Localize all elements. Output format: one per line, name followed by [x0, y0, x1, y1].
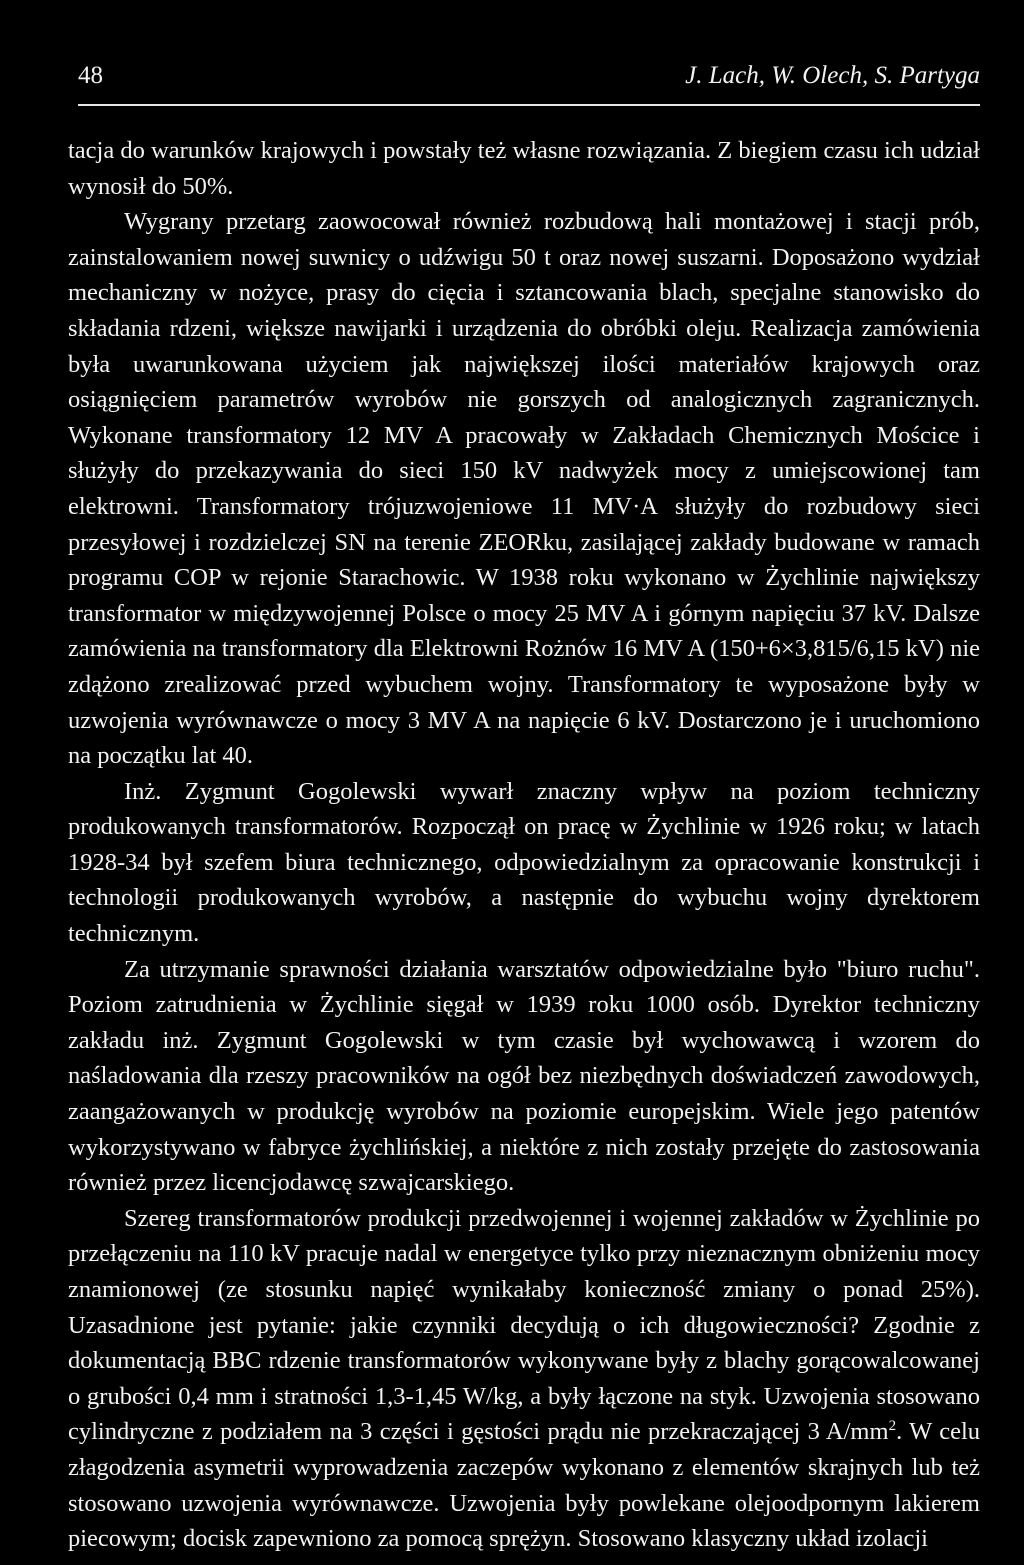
paragraph-5-part-2: . W celu złagodzenia asymetrii wyprowadzenia zaczepów wykonano z elementów skrajnych lub też stosowano uzwojenia wyrównawcze. Uzwojenia były powlekane olejoodpornym lakierem piecowym; docisk zapewniono za pomocą sprężyn. Stosowano klasyczny układ izolacji: [68, 1418, 981, 1553]
header-rule: [78, 104, 980, 106]
paragraph-5-part-1: Szereg transformatorów produkcji przedwojennej i wojennej zakładów w Żychlinie po przełączeniu na 110 kV pracuje nadal w energetyce tylko przy nieznacznym obniżeniu mocy znamionowej (ze stosunku napięć wynikałaby konieczność zmiany o ponad 25%). Uzasadnione jest pytanie: jakie czynniki decydują o ich długowieczności? Zgodnie z dokumentacją BBC rdzenie transformatorów wykonywane były z blachy gorącowalcowanej o grubości 0,4 mm i stratności 1,3-1,45 W/kg, a były łączone na styk. Uzwojenia stosowano cylindryczne z podziałem na 3 części i gęstości prądu nie przekraczającej 3 A/mm: [68, 1204, 980, 1446]
body-text: [68, 133, 980, 1557]
paragraph-5: [68, 1201, 980, 1557]
document-page: [68, 0, 980, 1565]
superscript-exponent: 2: [888, 1418, 897, 1435]
paragraph-3: Inż. Zygmunt Gogolewski wywarł znaczny wpływ na poziom techniczny produkowanych transformatorów. Rozpoczął on pracę w Żychlinie w 1926 roku; w latach 1928-34 był szefem biura technicznego, odpowiedzialnym za opracowanie konstrukcji i technologii produkowanych wyrobów, a następnie do wybuchu wojny dyrektorem technicznym.: [68, 777, 980, 948]
paragraph-4: Za utrzymanie sprawności działania warsztatów odpowiedzialne było "biuro ruchu". Poziom zatrudnienia w Żychlinie sięgał w 1939 roku 1000 osób. Dyrektor techniczny zakładu inż. Zygmunt Gogolewski w tym czasie był wychowawcą i wzorem do naśladowania dla rzeszy pracowników na ogół bez niezbędnych doświadczeń zawodowych, zaangażowanych w produkcję wyrobów na poziomie europejskim. Wiele jego patentów wykorzystywano w fabryce żychlińskiej, a niektóre z nich zostały przejęte do zastosowania również przez licencjodawcę szwajcarskiego.: [68, 955, 980, 1197]
page-number: 48: [78, 62, 103, 89]
page-header: [78, 62, 980, 96]
paragraph-1: tacja do warunków krajowych i powstały też własne rozwiązania. Z biegiem czasu ich udział wynosił do 50%.: [68, 137, 980, 200]
paragraph-2: Wygrany przetarg zaowocował również rozbudową hali montażowej i stacji prób, zainstalowaniem nowej suwnicy o udźwigu 50 t oraz nowej suszarni. Doposażono wydział mechaniczny w nożyce, prasy do cięcia i sztancowania blach, specjalne stanowisko do składania rdzeni, większe nawijarki i urządzenia do obróbki oleju. Realizacja zamówienia była uwarunkowana użyciem jak największej ilości materiałów krajowych oraz osiągnięciem parametrów wyrobów nie gorszych od analogicznych zagranicznych. Wykonane transformatory 12 MV A pracowały w Zakładach Chemicznych Mościce i służyły do przekazywania do sieci 150 kV nadwyżek mocy z umiejscowionej tam elektrowni. Transformatory trójuzwojeniowe 11 MV·A służyły do rozbudowy sieci przesyłowej i rozdzielczej SN na terenie ZEORku, zasilającej zakłady budowane w ramach programu COP w rejonie Starachowic. W 1938 roku wykonano w Żychlinie największy transformator w międzywojennej Polsce o mocy 25 MV A i górnym napięciu 37 kV. Dalsze zamówienia na transformatory dla Elektrowni Rożnów 16 MV A (150+6×3,815/6,15 kV) nie zdążono zrealizować przed wybuchem wojny. Transformatory te wyposażone były w uzwojenia wyrównawcze o mocy 3 MV A na napięcie 6 kV. Dostarczono je i uruchomiono na początku lat 40.: [68, 208, 980, 770]
running-head-authors: J. Lach, W. Olech, S. Partyga: [685, 62, 980, 89]
